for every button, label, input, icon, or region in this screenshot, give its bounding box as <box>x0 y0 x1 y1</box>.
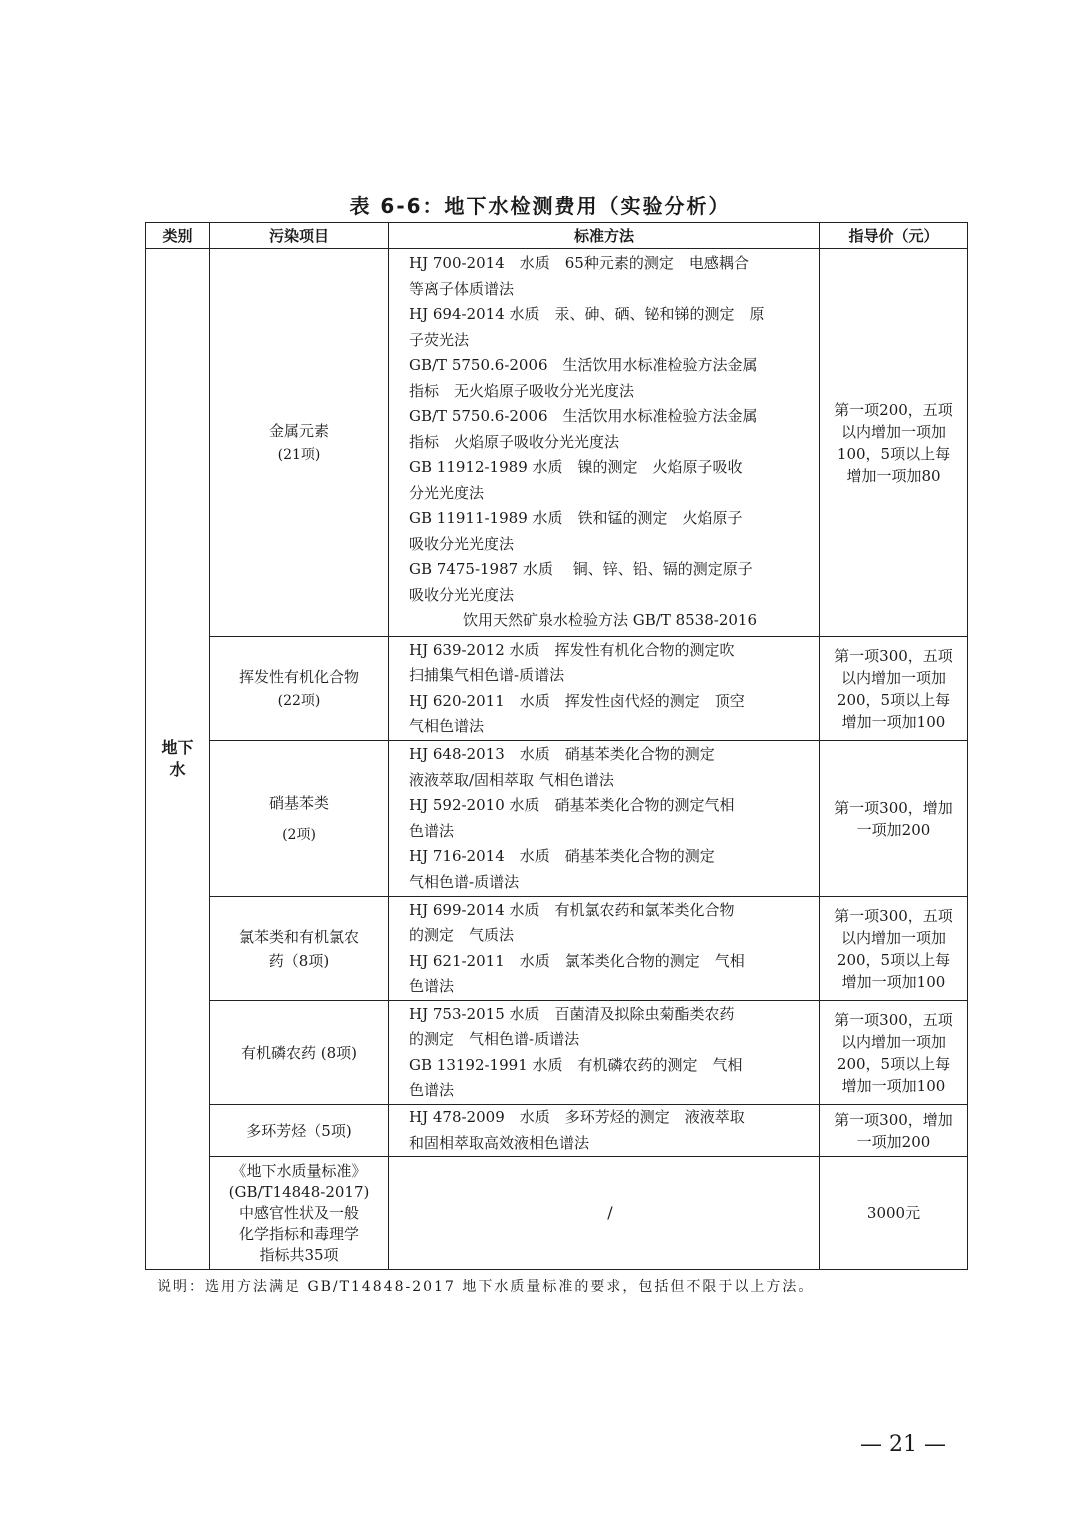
method-cell <box>389 249 820 637</box>
method-line: GB 11911-1989 水质 铁和锰的测定 火焰原子 <box>409 509 743 528</box>
method-line: 子荧光法 <box>409 330 470 349</box>
pollutant-line: (GB/T14848-2017) <box>228 1182 370 1201</box>
method-line: HJ 621-2011 水质 氯苯类化合物的测定 气相 <box>409 951 745 970</box>
method-line: 气相色谱-质谱法 <box>409 872 520 891</box>
method-line: HJ 620-2011 水质 挥发性卤代烃的测定 顶空 <box>409 691 745 710</box>
method-line: 色谱法 <box>409 1081 455 1099</box>
table-row <box>146 741 968 897</box>
table-row <box>146 637 968 741</box>
method-line: 饮用天然矿泉水检验方法 GB/T 8538-2016 <box>462 611 758 630</box>
price-line: 以内增加一项加 <box>840 928 946 947</box>
method-line: HJ 648-2013 水质 硝基苯类化合物的测定 <box>409 745 715 763</box>
method-line: 扫捕集气相色谱-质谱法 <box>409 666 565 684</box>
method-line: 色谱法 <box>409 977 455 995</box>
method-line: HJ 699-2014 水质 有机氯农药和氯苯类化合物 <box>409 900 735 919</box>
method-line: HJ 700-2014 水质 65种元素的测定 电感耦合 <box>409 254 749 273</box>
price-cell <box>820 637 968 741</box>
method-line: GB 7475-1987 水质 铜、锌、铅、镉的测定原子 <box>409 560 753 579</box>
method-line: HJ 753-2015 水质 百菌清及拟除虫菊酯类农药 <box>409 1004 735 1023</box>
method-line: 指标 无火焰原子吸收分光光度法 <box>409 381 635 400</box>
price-line: 200，5项以上每 <box>836 950 951 969</box>
method-line: 指标 火焰原子吸收分光光度法 <box>409 432 620 451</box>
pollutant-line: 指标共35项 <box>259 1245 339 1264</box>
price-line: 第一项200，五项 <box>834 400 953 419</box>
pollutant-name: 挥发性有机化合物 <box>238 667 359 686</box>
method-line: GB/T 5750.6-2006 生活饮用水标准检验方法金属 <box>409 356 758 375</box>
method-placeholder: / <box>607 1203 613 1223</box>
price-line: 以内增加一项加 <box>840 422 946 441</box>
method-line: 吸收分光光度法 <box>409 585 515 604</box>
method-line: 液液萃取/固相萃取 气相色谱法 <box>409 770 614 789</box>
table-header-row <box>146 223 968 249</box>
method-line: GB 13192-1991 水质 有机磷农药的测定 气相 <box>409 1055 743 1074</box>
method-cell <box>389 741 820 897</box>
method-cell <box>389 1157 820 1270</box>
method-cell <box>389 637 820 741</box>
method-line: HJ 478-2009 水质 多环芳烃的测定 液液萃取 <box>409 1108 745 1126</box>
pollutant-name: 氯苯类和有机氯农 <box>238 927 359 946</box>
price-line: 200，5项以上每 <box>836 1054 951 1073</box>
table-row <box>146 249 968 637</box>
price-cell <box>820 741 968 897</box>
price-line: 100，5项以上每 <box>836 444 951 463</box>
pollutant-cell <box>210 1001 389 1105</box>
price-cell <box>820 1105 968 1157</box>
table-note: 说明：选用方法满足 GB/T14848-2017 地下水质量标准的要求，包括但不限于以上方法。 <box>157 1279 815 1295</box>
pollutant-name: 有机磷农药 (8项) <box>240 1043 358 1062</box>
price-line: 以内增加一项加 <box>840 668 946 687</box>
price-line: 第一项300，五项 <box>834 1010 953 1029</box>
price-line: 一项加200 <box>856 1132 931 1151</box>
pollutant-count: (2项) <box>282 826 316 843</box>
method-line: 的测定 气质法 <box>409 926 515 944</box>
price-cell <box>820 1157 968 1270</box>
pollutant-name: 多环芳烃（5项) <box>246 1121 352 1140</box>
price-line: 增加一项加80 <box>846 466 941 485</box>
price-line: 200，5项以上每 <box>836 690 951 709</box>
pollutant-line: 中感官性状及一般 <box>238 1203 359 1222</box>
method-line: 分光光度法 <box>409 483 485 502</box>
price-value: 3000元 <box>866 1204 921 1222</box>
method-cell <box>389 897 820 1001</box>
pollutant-cell <box>210 1105 389 1157</box>
price-line: 第一项300，五项 <box>834 646 953 665</box>
pollutant-line: 《地下水质量标准》 <box>231 1161 367 1180</box>
method-line: 和固相萃取高效液相色谱法 <box>409 1133 590 1152</box>
pollutant-name: 硝基苯类 <box>268 793 329 812</box>
method-line: HJ 716-2014 水质 硝基苯类化合物的测定 <box>409 847 715 865</box>
pollutant-cell <box>210 1157 389 1270</box>
price-line: 增加一项加100 <box>841 712 946 731</box>
table-title: 表 6-6：地下水检测费用（实验分析） <box>349 194 731 218</box>
method-line: 色谱法 <box>409 821 455 840</box>
table-row <box>146 897 968 1001</box>
groundwater-fee-table <box>145 222 968 1270</box>
price-cell <box>820 897 968 1001</box>
pollutant-name: 金属元素 <box>268 421 329 440</box>
header-category: 类别 <box>146 223 210 249</box>
method-line: HJ 639-2012 水质 挥发性有机化合物的测定吹 <box>409 640 735 659</box>
category-cell <box>146 249 210 1270</box>
pollutant-count: (22项) <box>277 692 321 709</box>
method-line: GB 11912-1989 水质 镍的测定 火焰原子吸收 <box>409 458 743 477</box>
method-line: 气相色谱法 <box>409 717 485 735</box>
method-line: 等离子体质谱法 <box>409 279 515 298</box>
price-line: 第一项300，增加 <box>834 1110 953 1129</box>
pollutant-cell <box>210 897 389 1001</box>
price-line: 第一项300，增加 <box>834 798 953 817</box>
category-label: 地下水 <box>161 738 194 779</box>
pollutant-cell <box>210 637 389 741</box>
price-line: 增加一项加100 <box>841 972 946 991</box>
table-row <box>146 1001 968 1105</box>
price-line: 以内增加一项加 <box>840 1032 946 1051</box>
pollutant-cell <box>210 249 389 637</box>
method-cell <box>389 1001 820 1105</box>
pollutant-cell <box>210 741 389 897</box>
method-line: GB/T 5750.6-2006 生活饮用水标准检验方法金属 <box>409 407 758 426</box>
price-cell <box>820 249 968 637</box>
header-item: 污染项目 <box>210 223 389 249</box>
header-method: 标准方法 <box>389 223 820 249</box>
header-price: 指导价（元） <box>820 223 968 249</box>
price-cell <box>820 1001 968 1105</box>
page-number: — 21 — <box>860 1432 946 1457</box>
price-line: 一项加200 <box>856 820 931 839</box>
price-line: 第一项300，五项 <box>834 906 953 925</box>
table-row <box>146 1157 968 1270</box>
pollutant-count: (21项) <box>277 446 321 463</box>
method-line: 吸收分光光度法 <box>409 534 515 553</box>
method-line: HJ 694-2014 水质 汞、砷、硒、铋和锑的测定 原 <box>409 305 765 324</box>
price-line: 增加一项加100 <box>841 1076 946 1095</box>
method-line: 的测定 气相色谱-质谱法 <box>409 1030 580 1048</box>
method-cell <box>389 1105 820 1157</box>
method-line: HJ 592-2010 水质 硝基苯类化合物的测定气相 <box>409 796 735 814</box>
pollutant-count: 药（8项) <box>268 951 330 970</box>
table-row <box>146 1105 968 1157</box>
pollutant-line: 化学指标和毒理学 <box>238 1224 359 1243</box>
